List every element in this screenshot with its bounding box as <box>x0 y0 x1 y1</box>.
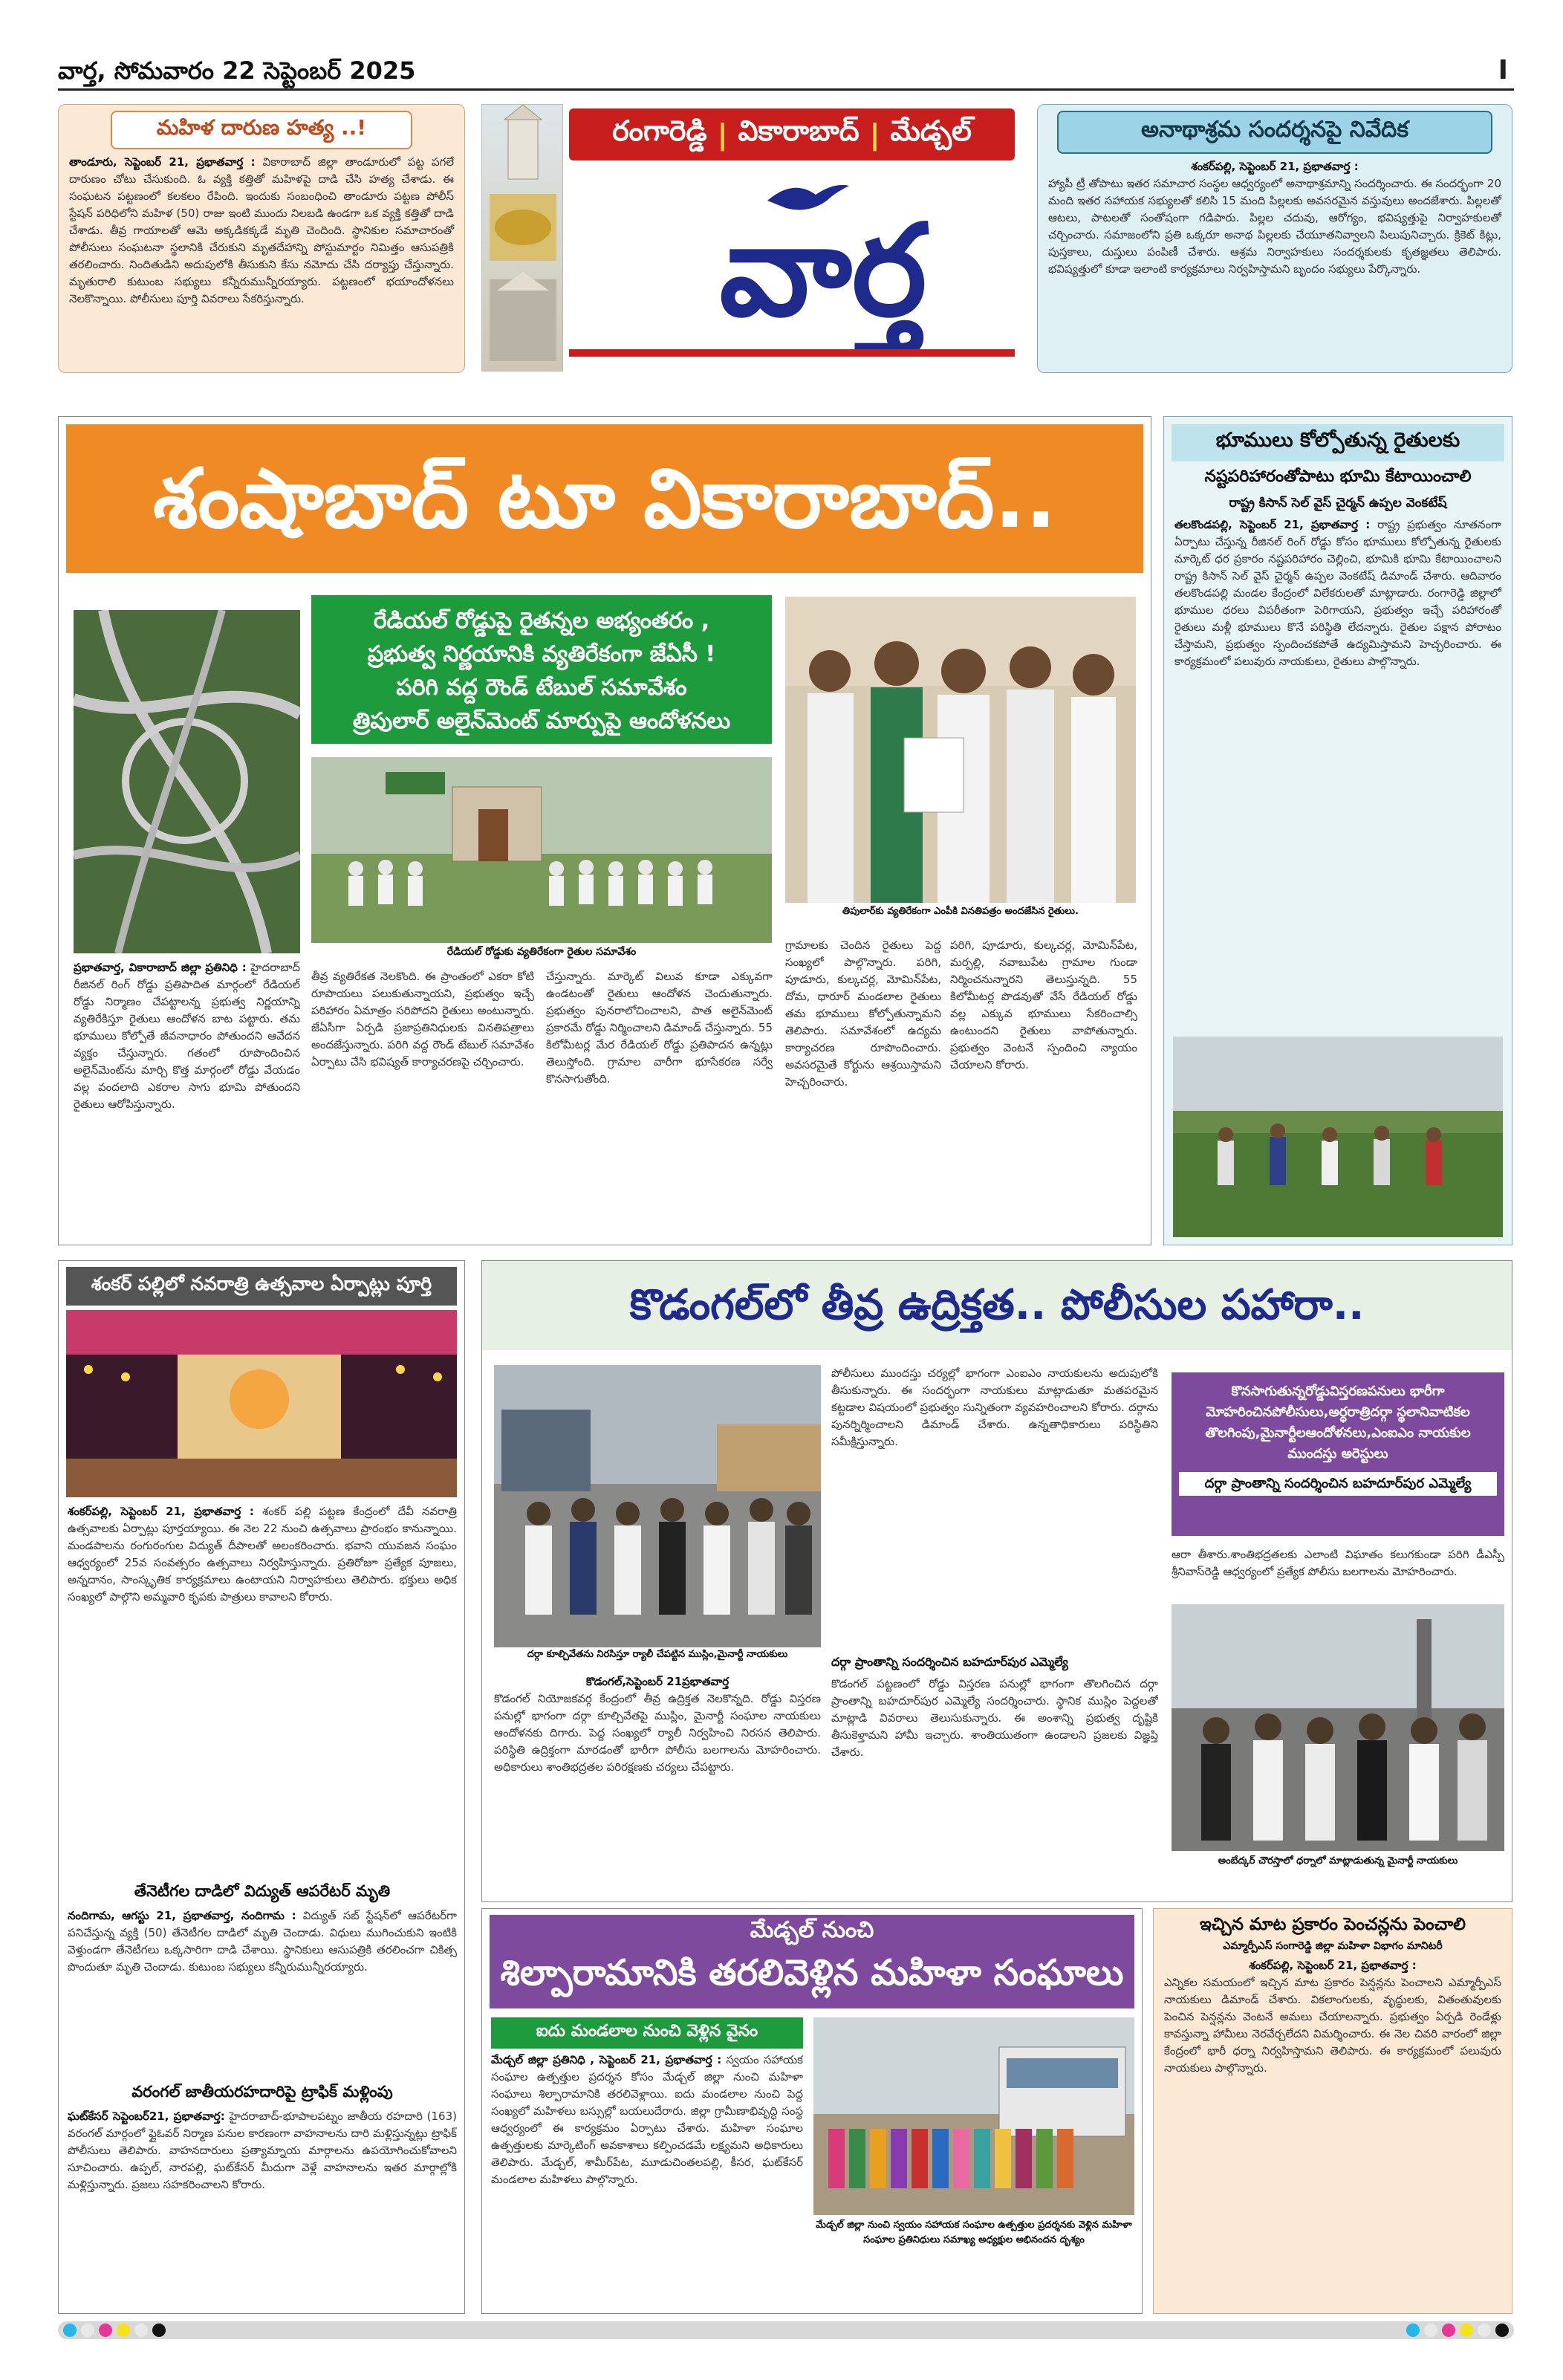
temple-illustration <box>482 105 563 372</box>
kodangal-sub-title: దర్గా ప్రాంతాన్ని సందర్శించిన బహదూర్‌పుర ఎమ్మెల్యే <box>831 1655 1068 1669</box>
mp-petition-photo <box>785 597 1136 903</box>
shamshabad-col-2: తీవ్ర వ్యతిరేకత నెలకొంది. ఈ ప్రాంతంలో ఎకరా కోటి రూపాయలు పలుకుతున్నాయని, ప్రభుత్వం ఇచ్చే పరిహారం ఏమాత్రం సరిపోదని రైతులు అంటున్నారు. జేఏసీగా ఏర్పడి ప్రజాప్రతినిధులకు వినతిపత్రాలు అందజేస్తున్నారు. పరిగి వద్ద రౌండ్ టేబుల్ సమావేశం ఏర్పాటు చేసి భవిష్యత్ కార్యాచరణపై చర్చించారు. <box>311 970 534 1069</box>
story-mahila-title: మహిళ దారుణ హత్య ..! <box>111 111 412 149</box>
sub-bees-title: తేనెటీగల దాడిలో విద్యుత్ ఆపరేటర్ మృతి <box>134 1882 391 1900</box>
sub-traffic-title: వరంగల్ జాతీయరహదారిపై ట్రాఫిక్ మళ్లింపు <box>131 2083 393 2101</box>
shamshabad-headline: శంషాబాద్ టూ వికారాబాద్.. <box>66 424 1143 573</box>
shilparamam-headline: శిల్పారామానికి తరలివెళ్లిన మహిళా సంఘాలు <box>500 1952 1124 1994</box>
shamshabad-body-1: హైదరాబాద్ రీజినల్ రింగ్ రోడ్డు ప్రతిపాదిత మార్గంలో రేడియల్ రోడ్డు నిర్మాణం చేపట్టాలన్న ప్రభుత్వ నిర్ణయాన్ని వ్యతిరేకిస్తూ రైతులు ఆందోళన బాట పట్టారు. తమ భూములు కోల్పోతే జీవనాధారం పోతుందని ఆవేదన వ్యక్తం చేస్తున్నారు. గతంలో రూపొందించిన అలైన్‌మెంట్‌ను మార్చి కొత్త మార్గంలో రోడ్డు వేయడం వల్ల వందలాది ఎకరాల సాగు భూమి పోతుందని రైతులు ఆరోపిస్తున్నారు. <box>74 961 300 1111</box>
story-kodangal <box>481 1260 1512 1902</box>
rally-photo <box>494 1365 821 1647</box>
story-shilparamam <box>481 1908 1143 2314</box>
story-shankar <box>58 1260 465 2314</box>
kodangal-body: కొడంగల్ నియోజకవర్గ కేంద్రంలో తీవ్ర ఉద్రిక్తత నెలకొన్నది. రోడ్డు విస్తరణ పనుల్లో భాగంగా దర్గా కూల్చివేతపై ముస్లిం, మైనార్టీ సంఘాల నాయకులు ఆందోళనకు దిగారు. పెద్ద సంఖ్యలో ర్యాలీ నిర్వహించి నిరసన తెలిపారు. పరిస్థితి ఉద్రిక్తంగా మారడంతో భారీగా పోలీసు బలగాలను మోహరించారు. అధికారులు శాంతిభద్రతల పరిరక్షణకు చర్యలు చేపట్టారు. <box>494 1692 821 1774</box>
shilparamam-banner <box>490 1915 1134 2008</box>
story-mahila-body: వికారాబాద్ జిల్లా తాండూరులో పట్ట పగలే దారుణం చోటు చేసుకుంది. ఓ వ్యక్తి కత్తితో మహిళపై దాడి చేసి హత్య చేశాడు. ఈ సంఘటన పట్టణంలో కలకలం రేపింది. ఇందుకు సంబంధించి తాండూరు పట్టణ పోలీస్ స్టేషన్ పరిధిలోని మహిళ (50) రాజు ఇంటి ముందు నిలబడి ఉండగా ఒక వ్యక్తి కత్తితో దాడి చేశాడు. తీవ్ర గాయాలతో ఆమె అక్కడికక్కడే మృతి చెందింది. స్థానికుల సమాచారంతో పోలీసులు సంఘటనా స్థలానికి చేరుకుని మృతదేహాన్ని పోస్టుమార్టం నిమిత్తం ఆసుపత్రికి తరలించారు. నిందితుడిని అదుపులోకి తీసుకుని కేసు నమోదు చేసి దర్యాప్తు చేస్తున్నారు. మృతురాలి కుటుంబ సభ్యులు కన్నీరుమున్నీరయ్యారు. పట్టణంలో భయాందోళనలు నెలకొన్నాయి. పోలీసులు పూర్తి వివరాలు సేకరిస్తున్నారు. <box>69 155 454 305</box>
pension-sub: ఎమ్మార్పీఎస్ సంగారెడ్డి జిల్లా మహిళా విభాగం మానిటరీ <box>1223 1940 1443 1952</box>
masthead-line: వార్త, సోమవారం 22 సెప్టెంబర్ 2025 <box>58 56 416 85</box>
story-anatha-body: హ్యాపీ ట్రీ తోపాటు ఇతర సమాచార సంస్థల ఆధ్వర్యంలో అనాథాశ్రమాన్ని సందర్శించారు. ఈ సందర్భంగా 20 మంది ఇతర సహాయక సభ్యులతో కలిసి 15 మంది పిల్లలకు అవసరమైన వస్తువులు అందజేశారు. పిల్లలతో ఆటలు, పాటలతో సంతోషంగా గడిపారు. పిల్లల చదువు, ఆరోగ్యం, భవిష్యత్తుపై నిర్వాహకులతో చర్చించారు. సమాజంలోని ప్రతి ఒక్కరూ అనాథ పిల్లలకు చేయూతనివ్వాలని పిలుపునిచ్చారు. క్రికెట్ కిట్లు, పుస్తకాలు, దుస్తులు పంపిణీ చేశారు. ఆశ్రమ నిర్వాహకులు సందర్శకులకు కృతజ్ఞతలు తెలిపారు. భవిష్యత్తులో కూడా ఇలాంటి కార్యక్రమాలు నిర్వహిస్తామని బృందం సభ్యులు పేర్కొన్నారు. <box>1048 177 1501 276</box>
dharna-caption: అంబేద్కర్ చౌరస్తాలో ధర్నాలో మాట్లాడుతున్న మైనార్టీ నాయకులు <box>1172 1855 1504 1885</box>
purple-line-2: మోహరించినపోలీసులు,అర్ధరాత్రిదర్గా స్థలానివాటికల <box>1206 1404 1470 1420</box>
women-group-photo <box>813 2017 1134 2215</box>
bhoomi-body: రాష్ట్ర ప్రభుత్వం నూతనంగా ఏర్పాటు చేస్తున్న రీజినల్ రింగ్ రోడ్డు కోసం భూములు కోల్పోతున్న రైతులకు మార్కెట్ ధర ప్రకారం నష్టపరిహారం చెల్లించి, భూమికి భూమి కేటాయించాలని రాష్ట్ర కిసాన్ సెల్ వైస్ చైర్మన్ ఉప్పల వెంకటేష్ డిమాండ్ చేశారు. ఆదివారం తలకొండపల్లి మండల కేంద్రంలో విలేకరులతో మాట్లాడారు. రంగారెడ్డి జిల్లాలో భూముల ధరలు విపరీతంగా పెరిగాయని, ప్రభుత్వం ఇచ్చే పరిహారంతో రైతులు మళ్లీ భూములు కొనే పరిస్థితి లేదన్నారు. రైతుల పక్షాన పోరాటం చేస్తామని, ప్రభుత్వం స్పందించకపోతే ఉద్యమిస్తామని హెచ్చరించారు. ఈ కార్యక్రమంలో పలువురు నాయకులు, రైతులు పాల్గొన్నారు. <box>1174 518 1501 668</box>
district-banner: రంగారెడ్డి | వికారాబాద్ | మేడ్చల్ <box>569 108 1015 160</box>
shamshabad-dateline: ప్రభాతవార్త, వికారాబాద్ జిల్లా ప్రతినిధి : <box>74 961 247 974</box>
kodangal-dateline: కొడంగల్,సెప్టెంబర్ 21ప్రభాతవార్త <box>585 1675 729 1688</box>
story-shamshabad <box>58 416 1151 1245</box>
shilparamam-body: స్వయం సహాయక సంఘాల ఉత్పత్తుల ప్రదర్శన కోసం మేడ్చల్ జిల్లా నుంచి మహిళా సంఘాలు శిల్పారామానికి తరలివెళ్లాయి. ఐదు మండలాల నుంచి పెద్ద సంఖ్యలో మహిళలు బస్సుల్లో బయలుదేరారు. జిల్లా గ్రామీణాభివృద్ధి సంస్థ ఆధ్వర్యంలో ఈ కార్యక్రమం ఏర్పాటు చేశారు. మహిళా సంఘాల ఉత్పత్తులకు మార్కెటింగ్ అవకాశాలు కల్పించడమే లక్ష్యమని అధికారులు తెలిపారు. మేడ్చల్, శామీర్‌పేట, మూడుచింతలపల్లి, కీసర, ఘట్‌కేసర్ మండలాల మహిళలు పాల్గొన్నారు. <box>491 2053 803 2186</box>
kodangal-right-text: ఆరా తీశారు.శాంతిభద్రతలకు ఎలాంటి విఘాతం కలుగకుండా పరిగి డీఎస్పీ శ్రీనివాస్‌రెడ్డి ఆధ్వర్యంలో ప్రత్యేక పోలీసు బలగాలను మోహరించారు. <box>1172 1548 1504 1578</box>
bhoomi-dateline: తలకొండపల్లి, సెప్టెంబర్ 21, ప్రభాతవార్త : <box>1174 518 1371 531</box>
shankar-title: శంకర్ పల్లిలో నవరాత్రి ఉత్సవాల ఏర్పాట్లు పూర్తి <box>66 1267 457 1306</box>
page-number: I <box>1498 55 1508 85</box>
green-line-1: రేడియల్ రోడ్డుపై రైతన్నల అభ్యంతరం , <box>373 608 710 634</box>
shamshabad-col-1 <box>74 959 300 1240</box>
pension-body: ఎన్నికల సమయంలో ఇచ్చిన మాట ప్రకారం పెన్షన్లను పెంచాలని ఎమ్మార్పీఎస్ నాయకులు డిమాండ్ చేశారు. వికలాంగులకు, వృద్ధులకు, వితంతువులకు పెంచిన పెన్షన్లను వెంటనే అమలు చేయాలన్నారు. ప్రభుత్వం ఏర్పడి రెండేళ్లు కావస్తున్నా హామీలు నెరవేర్చలేదని విమర్శించారు. ఈ నెల చివరి వారంలో జిల్లా కేంద్రంలో భారీ ధర్నా నిర్వహిస్తామని తెలిపారు. ఈ కార్యక్రమంలో పలువురు నాయకులు పాల్గొన్నారు. <box>1164 1976 1501 2075</box>
brand-logo: వార్త <box>719 198 927 345</box>
shamshabad-col-3: చేస్తున్నారు. మార్కెట్ విలువ కూడా ఎక్కువగా ఉండటంతో రైతులు ఆందోళన చెందుతున్నారు. ప్రభుత్వం పునరాలోచించాలని, పాత అలైన్‌మెంట్ ప్రకారమే రోడ్డు నిర్మించాలని డిమాండ్ చేస్తున్నారు. 55 కిలోమీటర్ల మేర రేడియల్ రోడ్డు ప్రతిపాదన ఉన్నట్లు తెలుస్తోంది. గ్రామాల వారీగా భూసేకరణ సర్వే కొనసాగుతోంది. <box>546 970 773 1086</box>
kodangal-purple-box <box>1172 1372 1504 1536</box>
shilparamam-dateline: మేడ్చల్ జిల్లా ప్రతినిధి , సెప్టెంబర్ 21, ప్రభాతవార్త : <box>491 2053 722 2066</box>
story-bhoomi <box>1163 416 1512 1245</box>
kodangal-headline: కొడంగల్‌లో తీవ్ర ఉద్రిక్తత.. పోలీసుల పహారా.. <box>482 1261 1512 1350</box>
shankar-dateline: శంకర్‌పల్లి, సెప్టెంబర్ 21, ప్రభాతవార్త : <box>68 1505 254 1518</box>
shilparamam-sub: ఐదు మండలాల నుంచి వెళ్లిన వైనం <box>491 2017 803 2049</box>
bhoomi-lead: రాష్ట్ర కిసాన్ సెల్ వైస్ చైర్మన్ ఉప్పల వెంకటేష్ <box>1229 496 1447 510</box>
sub-traffic-dateline: ఘట్‌కేసర్ సెప్టెంబర్21, ప్రభాతవార్త: <box>68 2110 225 2123</box>
green-line-3: పరిగి వద్ద రౌండ్ టేబుల్ సమావేశం <box>396 675 687 701</box>
brand-block <box>481 104 1018 373</box>
shamshabad-green-box <box>311 595 772 744</box>
shilparamam-kicker: మేడ్చల్ నుంచి <box>750 1917 874 1943</box>
story-anatha <box>1037 104 1512 373</box>
kodangal-sub-body: కొడంగల్ పట్టణంలో రోడ్డు విస్తరణ పనుల్లో భాగంగా తొలగించిన దర్గా ప్రాంతాన్ని బహదూర్‌పుర ఎమ్మెల్యే సందర్శించారు. స్థానిక ముస్లిం పెద్దలతో మాట్లాడి వివరాలు తెలుసుకున్నారు. ఈ అంశాన్ని ప్రభుత్వ దృష్టికి తీసుకెళ్తామని హామీ ఇచ్చారు. శాంతియుతంగా ఉండాలని ప్రజలకు విజ్ఞప్తి చేశారు. <box>831 1677 1158 1759</box>
purple-line-4: ముందస్తు అరెస్టులు <box>1287 1446 1388 1462</box>
kodangal-col-1 <box>494 1673 821 1896</box>
aerial-road-photo <box>74 610 300 953</box>
navaratri-stage-photo <box>66 1310 457 1497</box>
purple-line-5: దర్గా ప్రాంతాన్ని సందర్శించిన బహదూర్‌పుర ఎమ్మెల్యే <box>1179 1472 1497 1496</box>
purple-line-3: తొలగింపు,మైనార్టీలఆందోళనలు,ఎంఐఎం నాయకుల <box>1205 1425 1471 1441</box>
shankar-body: శంకర్ పల్లి పట్టణ కేంద్రంలో దేవీ నవరాత్రి ఉత్సవాలకు ఏర్పాట్లు పూర్తయ్యాయి. ఈ నెల 22 నుంచి ఉత్సవాలు ప్రారంభం కానున్నాయి. మండపాలను రంగురంగుల విద్యుత్ దీపాలతో అలంకరించారు. భవాని యువజన సంఘం ఆధ్వర్యంలో 25వ సంవత్సరం ఉత్సవాలు నిర్వహిస్తున్నారు. ప్రతిరోజూ ప్రత్యేక పూజలు, అన్నదానం, సాంస్కృతిక కార్యక్రమాలు ఉంటాయని నిర్వాహకులు తెలిపారు. భక్తులు అధిక సంఖ్యలో పాల్గొని అమ్మవారి కృపకు పాత్రులు కావాలని కోరారు. <box>68 1505 457 1604</box>
shamshabad-col-4: గ్రామాలకు చెందిన రైతులు పెద్ద సంఖ్యలో పాల్గొన్నారు. పరిగి, పూడూరు, కుల్కచర్ల, మోమిన్‌పేట, దోమ, ధారూర్ మండలాల రైతులు తమ భూములు కోల్పోతున్నామని తెలిపారు. సమావేశంలో ఉద్యమ కార్యాచరణ రూపొందించారు. అవసరమైతే కోర్టును ఆశ్రయిస్తామని హెచ్చరించారు. <box>785 938 941 1089</box>
green-line-2: ప్రభుత్వ నిర్ణయానికి వ్యతిరేకంగా జేఏసీ ! <box>367 641 716 667</box>
story-mahila-dateline: తాండూరు, సెప్టెంబర్ 21, ప్రభాతవార్త : <box>69 155 256 169</box>
bhoomi-title-2: నష్టపరిహారంతోపాటు భూమి కేటాయించాలి <box>1204 467 1472 486</box>
sub-bees-body: విద్యుత్ సబ్ స్టేషన్‌లో ఆపరేటర్‌గా పనిచేస్తున్న వ్యక్తి (50) తేనెటీగల దాడిలో మృతి చెందాడు. విధులు ముగించుకుని ఇంటికి వెళ్తుండగా తేనెటీగలు ఒక్కసారిగా దాడి చేశాయి. స్థానికులు ఆసుపత్రికి తరలించగా చికిత్స పొందుతూ మృతి చెందాడు. కుటుంబ సభ్యులు కన్నీరుమున్నీరయ్యారు. <box>68 1909 457 1974</box>
district-vikarabad: వికారాబాద్ <box>738 114 860 147</box>
pension-dateline: శంకర్‌పల్లి, సెప్టెంబర్ 21, ప్రభాతవార్త : <box>1249 1959 1417 1972</box>
registration-bar <box>58 2321 1514 2339</box>
purple-line-1: కొనసాగుతున్నరోడ్డువిస్తరణపనులు భారీగా <box>1231 1384 1445 1399</box>
kodangal-col-2: పోలీసులు ముందస్తు చర్యల్లో భాగంగా ఎంఐఎం నాయకులను అదుపులోకి తీసుకున్నారు. ఈ సందర్భంగా నాయకులు మాట్లాడుతూ మతపరమైన కట్టడాల విషయంలో ప్రభుత్వం సున్నితంగా వ్యవహరించాలని కోరారు. దర్గాను పునర్నిర్మించాలని డిమాండ్ చేశారు. ఉన్నతాధికారులు పరిస్థితిని సమీక్షిస్తున్నారు. <box>831 1366 1158 1448</box>
women-group-caption: మేడ్చల్ జిల్లా నుంచి స్వయం సహాయక సంఘాల ఉత్పత్తుల ప్రదర్శనకు వెళ్లిన మహిళా సంఘాల ప్రతినిధులు సమాఖ్య అధ్యక్షుల అభినందన దృశ్యం <box>813 2218 1134 2266</box>
sub-bees-dateline: నందిగామ, ఆగస్టు 21, ప్రభాతవార్త, నందిగామ : <box>68 1909 296 1922</box>
rally-caption: దర్గా కూల్చివేతను నిరసిస్తూ ర్యాలీ చేపట్టిన ముస్లిం,మైనార్టీ నాయకులు <box>494 1649 821 1668</box>
dharna-photo <box>1172 1604 1504 1851</box>
pension-title: ఇచ్చిన మాట ప్రకారం పెంచన్లను పెంచాలి <box>1200 1915 1466 1934</box>
green-line-4: త్రిపులార్ అలైన్‌మెంట్ మార్పుపై ఆందోళనలు <box>352 708 731 734</box>
bhoomi-title-1: భూములు కోల్పోతున్న రైతులకు <box>1172 424 1504 461</box>
story-anatha-title: అనాథాశ్రమ సందర్శనపై నివేదిక <box>1057 111 1492 154</box>
sub-traffic-body: హైదరాబాద్-భూపాలపట్నం జాతీయ రహదారి (163) వరంగల్ మార్గంలో ఫ్లైఓవర్ నిర్మాణ పనుల కారణంగా వాహనాలను దారి మళ్లిస్తున్నట్లు ట్రాఫిక్ పోలీసులు తెలిపారు. వాహనదారులు ప్రత్యామ్నాయ మార్గాలను ఉపయోగించుకోవాలని సూచించారు. ఉప్పల్, నారపల్లి, ఘట్‌కేసర్ మీదుగా వెళ్లే వాహనాలను ఇతర మార్గాల్లోకి మళ్లిస్తున్నారు. ప్రజలు సహకరించాలని కోరారు. <box>68 2110 457 2191</box>
farmers-field-photo <box>1173 1037 1503 1237</box>
farmers-meeting-caption: రేడియల్ రోడ్డుకు వ్యతిరేకంగా రైతుల సమావేశం <box>311 946 772 964</box>
masthead <box>58 53 1514 91</box>
story-anatha-dateline: శంకర్‌పల్లి, సెప్టెంబర్ 21, ప్రభాతవార్త : <box>1191 160 1359 173</box>
story-mahila <box>58 104 465 373</box>
mp-petition-caption: తిపులార్‌కు వ్యతిరేకంగా ఎంపీకి వినతిపత్రం అందజేసిన రైతులు. <box>785 906 1136 933</box>
farmers-meeting-photo <box>311 757 772 943</box>
shamshabad-col-5: పరిగి, పూడూరు, కుల్కచర్ల, మోమిన్‌పేట, మర్పల్లి, నవాబుపేట గ్రామాల గుండా నిర్మించనున్నారని తెలుస్తున్నది. 55 కిలోమీటర్ల పొడవుతో వేసే రేడియల్ రోడ్డు వల్ల ఎక్కువ భూములు సేకరించాల్సి ఉంటుందని రైతులు వాపోతున్నారు. ప్రభుత్వం వెంటనే స్పందించి న్యాయం చేయాలని కోరారు. <box>950 938 1137 1071</box>
temple-photo <box>481 104 563 372</box>
district-medchal: మేడ్చల్ <box>890 114 972 147</box>
registration-dots <box>58 2321 1514 2339</box>
district-rangareddy: రంగారెడ్డి <box>612 114 707 147</box>
story-pension <box>1153 1908 1512 2314</box>
